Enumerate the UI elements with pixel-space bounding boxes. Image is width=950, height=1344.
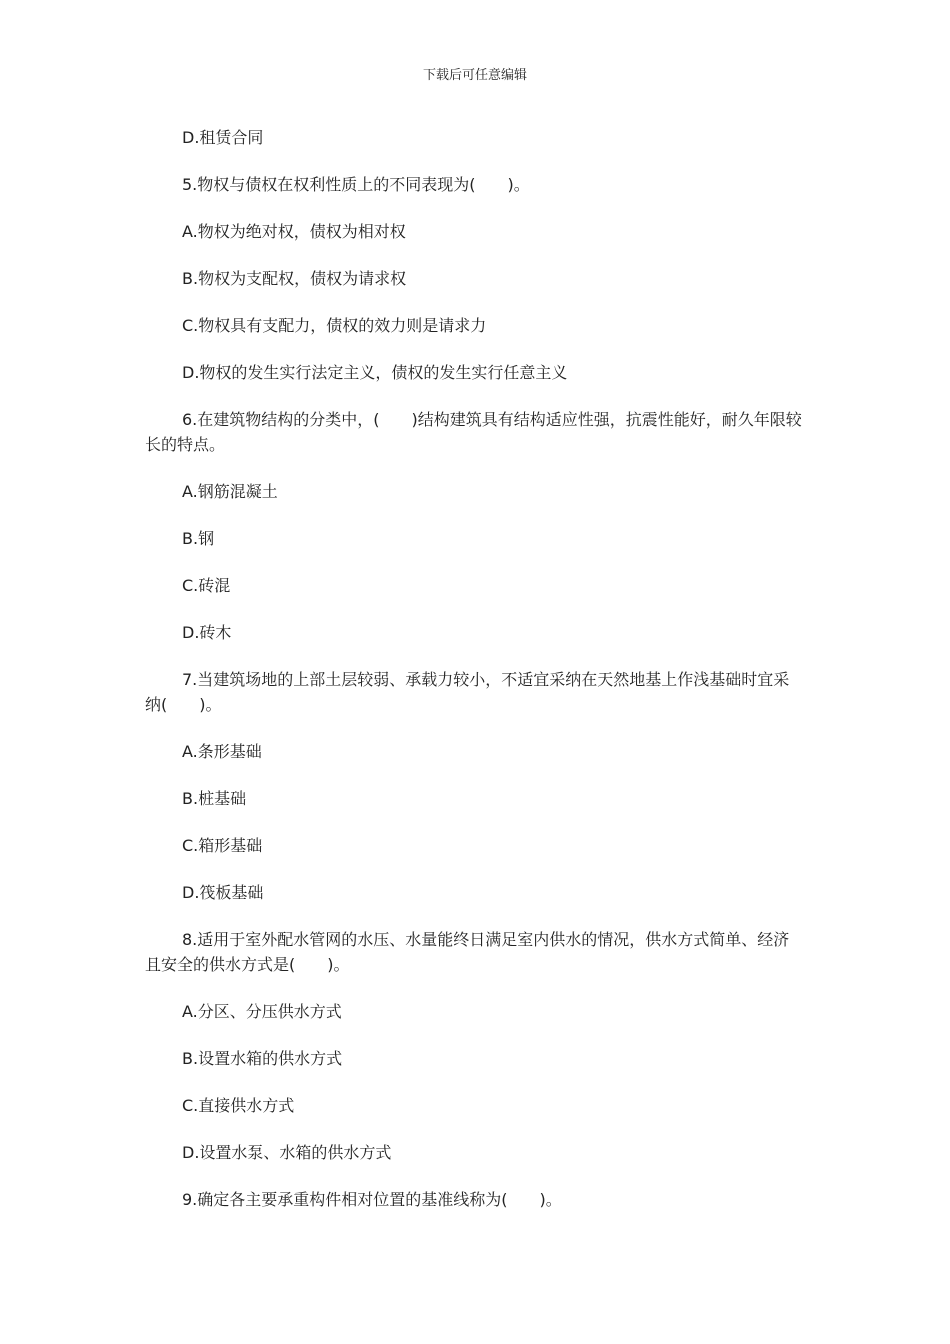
option-line: D.物权的发生实行法定主义，债权的发生实行任意主义: [182, 363, 568, 382]
option-line: D.砖木: [182, 623, 232, 642]
question-line: 9.确定各主要承重构件相对位置的基准线称为( )。: [182, 1190, 562, 1209]
option-line: B.设置水箱的供水方式: [182, 1049, 343, 1068]
option-line: D.租赁合同: [182, 128, 264, 147]
option-line: A.分区、分压供水方式: [182, 1002, 342, 1021]
question-line: 7.当建筑场地的上部土层较弱、承载力较小，不适宜采纳在天然地基上作浅基础时宜采纳( )。: [145, 670, 790, 714]
option-line: B.桩基础: [182, 789, 247, 808]
option-line: C.砖混: [182, 576, 231, 595]
page-header: 下载后可任意编辑: [422, 68, 527, 83]
option-line: D.筏板基础: [182, 883, 264, 902]
option-line: C.物权具有支配力，债权的效力则是请求力: [182, 316, 487, 335]
option-line: C.箱形基础: [182, 836, 263, 855]
question-line: 5.物权与债权在权利性质上的不同表现为( )。: [182, 175, 530, 194]
option-line: A.物权为绝对权，债权为相对权: [182, 222, 406, 241]
option-line: B.钢: [182, 529, 215, 548]
option-line: A.条形基础: [182, 742, 262, 761]
question-line: 8.适用于室外配水管网的水压、水量能终日满足室内供水的情况，供水方式简单、经济且安全的供水方式是( )。: [145, 930, 790, 974]
option-line: A.钢筋混凝土: [182, 482, 278, 501]
option-line: B.物权为支配权，债权为请求权: [182, 269, 407, 288]
question-line: 6.在建筑物结构的分类中，( )结构建筑具有结构适应性强，抗震性能好，耐久年限较长的特点。: [145, 410, 802, 454]
option-line: C.直接供水方式: [182, 1096, 295, 1115]
document-body: [145, 125, 805, 1212]
option-line: D.设置水泵、水箱的供水方式: [182, 1143, 392, 1162]
